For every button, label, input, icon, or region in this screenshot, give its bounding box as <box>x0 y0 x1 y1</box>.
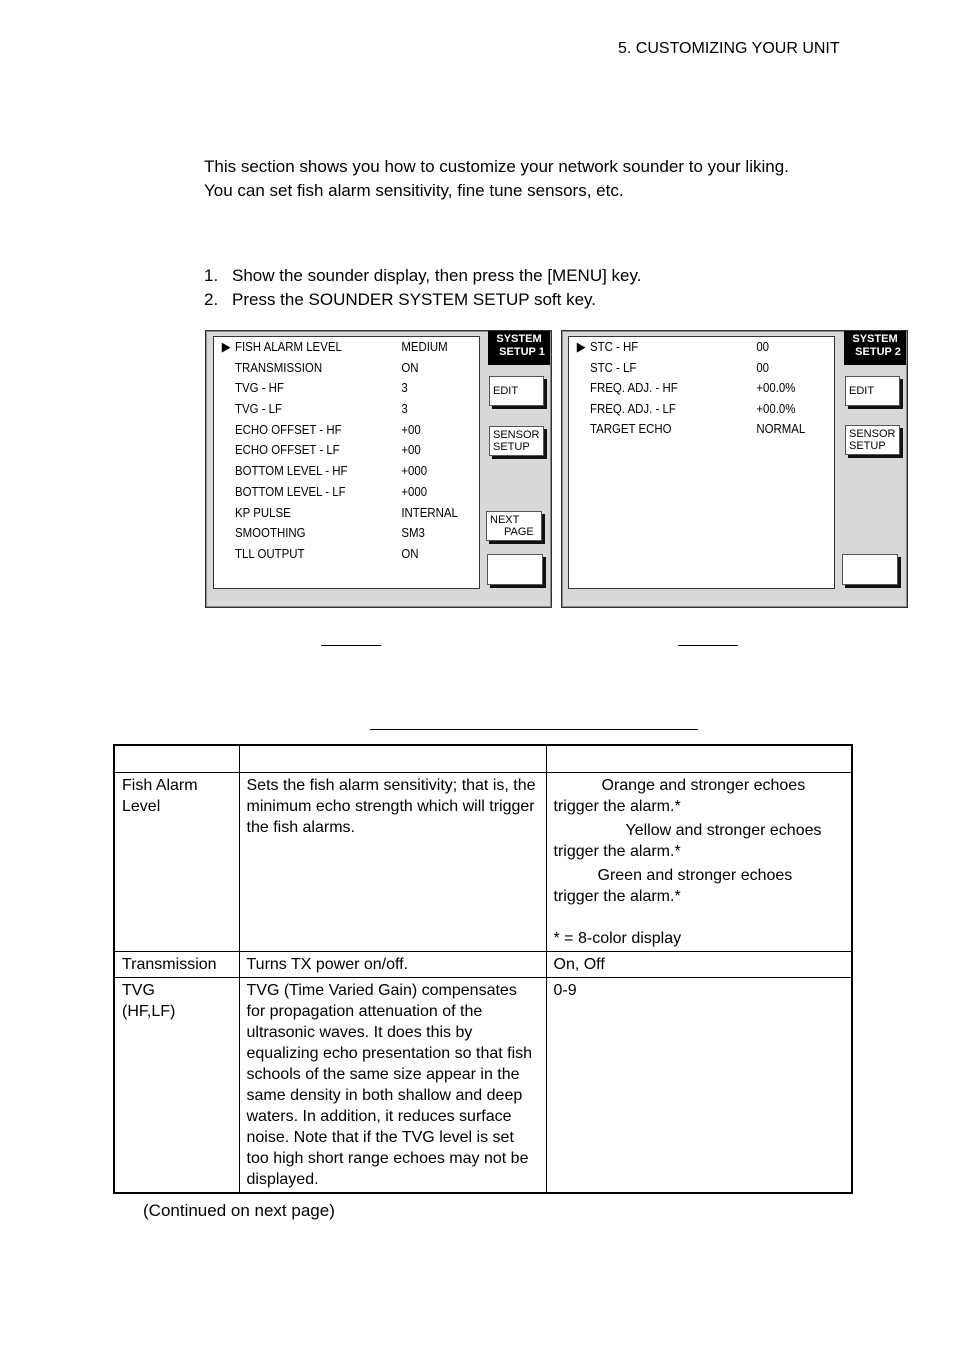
blank-softkey[interactable] <box>487 554 543 585</box>
list-item[interactable]: TVG - LF 3 <box>235 401 408 416</box>
procedure-steps <box>204 264 641 312</box>
blank-softkey[interactable] <box>842 554 898 585</box>
list-item[interactable]: ▶ FISH ALARM LEVEL MEDIUM <box>221 339 448 354</box>
list-item[interactable]: TARGET ECHO NORMAL <box>590 421 806 436</box>
table-header-row <box>114 745 852 772</box>
options-cell: On, Off <box>546 951 852 977</box>
description-cell: TVG (Time Varied Gain) compensates for propagation attenuation of the ultrasonic waves. It does this by equalizing echo presentation so that fish schools of the same size appear in the same density in both shallow and deep waters. In addition, it reduces surface noise. Note that if the TVG level is set too high short range echoes may not be displayed. <box>239 977 546 1193</box>
description-cell: Sets the fish alarm sensitivity; that is, the minimum echo strength which will trigger the fish alarms. <box>239 772 546 951</box>
step-2: 2. Press the SOUNDER SYSTEM SETUP soft key. <box>204 290 597 309</box>
intro-line-2: You can set fish alarm sensitivity, fine tune sensors, etc. <box>204 181 624 200</box>
list-item[interactable]: FREQ. ADJ. - LF +00.0% <box>590 401 796 416</box>
list-item[interactable]: STC - LF 00 <box>590 360 770 375</box>
caption-underline <box>321 645 381 646</box>
system-setup-2-menu <box>561 330 908 608</box>
step-1: 1. Show the sounder display, then press the [MENU] key. <box>204 266 642 285</box>
sensor-setup-softkey[interactable]: SENSOR SETUP <box>489 426 544 456</box>
cursor-arrow-icon: ▶ <box>221 339 231 354</box>
list-item[interactable]: ECHO OFFSET - HF +00 <box>235 422 421 437</box>
sensor-setup-softkey[interactable]: SENSOR SETUP <box>845 425 900 455</box>
item-cell: TVG (HF,LF) <box>114 977 239 1193</box>
table-row <box>114 772 852 951</box>
settings-table <box>113 744 853 1194</box>
caption-underline <box>678 645 738 646</box>
continued-note: (Continued on next page) <box>143 1201 335 1220</box>
header-cell <box>114 745 239 772</box>
system-setup-1-menu <box>205 330 552 608</box>
next-page-softkey[interactable]: NEXT PAGE <box>486 511 542 541</box>
menu-title-tab: SYSTEM SETUP 2 <box>844 331 906 365</box>
list-item[interactable]: TVG - HF 3 <box>235 380 408 395</box>
menu-list-area <box>568 336 835 589</box>
list-item[interactable]: KP PULSE INTERNAL <box>235 505 458 520</box>
list-item[interactable]: ECHO OFFSET - LF +00 <box>235 442 421 457</box>
list-item[interactable]: SMOOTHING SM3 <box>235 525 425 540</box>
options-cell: 0-9 <box>546 977 852 1193</box>
list-item[interactable]: BOTTOM LEVEL - HF +000 <box>235 463 428 478</box>
menu-title-tab: SYSTEM SETUP 1 <box>488 331 550 365</box>
edit-softkey[interactable]: EDIT <box>845 376 900 406</box>
item-cell: Fish Alarm Level <box>114 772 239 951</box>
header-cell <box>546 745 852 772</box>
list-item[interactable]: TLL OUTPUT ON <box>235 546 419 561</box>
edit-softkey[interactable]: EDIT <box>489 376 544 406</box>
header-cell <box>239 745 546 772</box>
table-row <box>114 977 852 1193</box>
table-row <box>114 951 852 977</box>
chapter-header: 5. CUSTOMIZING YOUR UNIT <box>618 40 840 57</box>
table-title-underline <box>370 729 698 730</box>
intro-line-1: This section shows you how to customize your network sounder to your liking. <box>204 157 789 176</box>
list-item[interactable]: BOTTOM LEVEL - LF +000 <box>235 484 428 499</box>
list-item[interactable]: ▶ STC - HF 00 <box>576 339 770 354</box>
menu-list-area <box>213 336 480 589</box>
cursor-arrow-icon: ▶ <box>576 339 586 354</box>
list-item[interactable]: TRANSMISSION ON <box>235 360 419 375</box>
item-cell: Transmission <box>114 951 239 977</box>
intro-paragraph <box>204 155 789 203</box>
options-cell: Orange and stronger echoes trigger the alarm.* Yellow and stronger echoes trigger the alarm.* Green and stronger echoes trigger the alarm.* * = 8-color display <box>546 772 852 951</box>
description-cell: Turns TX power on/off. <box>239 951 546 977</box>
list-item[interactable]: FREQ. ADJ. - HF +00.0% <box>590 380 796 395</box>
